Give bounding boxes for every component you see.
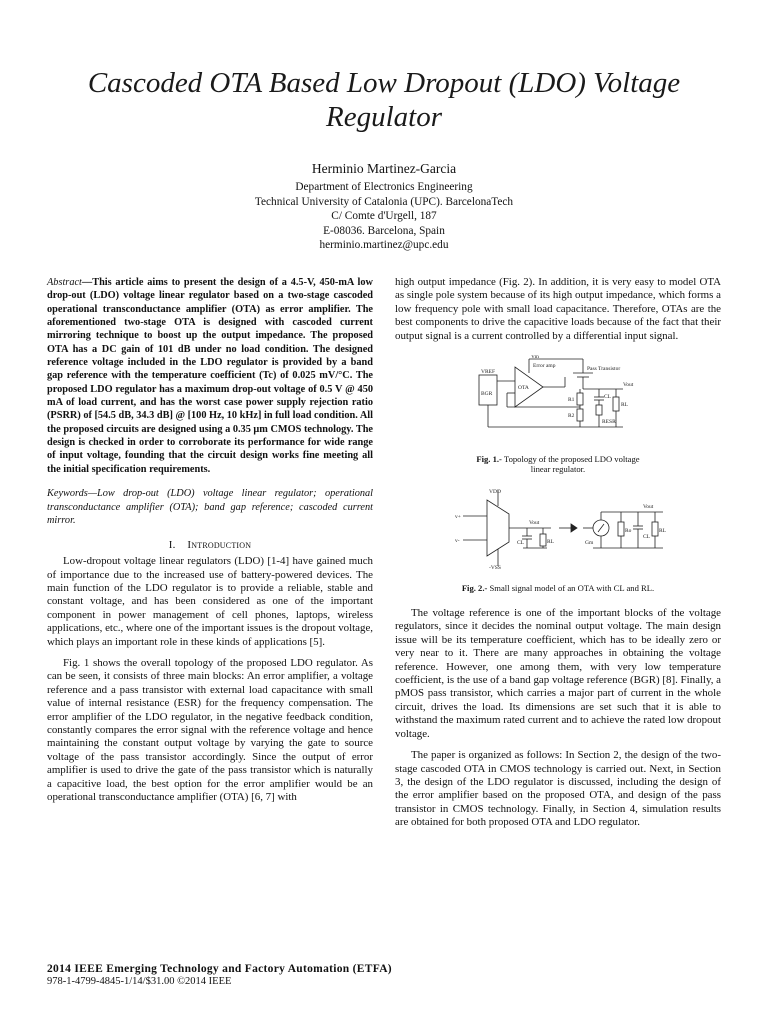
fig1-r1-label: R1: [568, 397, 575, 404]
fig1-bgr-label: BGR: [481, 391, 493, 398]
keywords-separator: —: [87, 488, 97, 500]
fig2-rl-label: RL: [547, 539, 555, 546]
fig2-resistor-rl2: [652, 522, 658, 536]
fig2-vin-minus-label: v-: [455, 538, 460, 545]
right-paragraph-continued: high output impedance (Fig. 2). In addition, it is very easy to model OTA as single pole system because of its high output impedance, which forms a low frequency pole with small load capacitance. Therefore, OTAs are the best components to drive the capacitive loads because of the fact that their output signal is a current controlled by a differential input signal.: [395, 276, 721, 342]
fig1-resr-label: RESR: [602, 419, 616, 426]
intro-paragraph-1: Low-dropout voltage linear regulators (LDO) [1-4] have gained much of importance due to the increased use of battery-powered devices. The main function of the LDO regulator is to provide a reliable, stable and constant voltage, and has been considered as one of the important component in power management of cell phones, laptops, wireless applications, etc., where one of the important issues is the dropout voltage, which plays an important role in these kinds of applications [5].: [47, 555, 373, 648]
abstract-label: Abstract: [47, 277, 82, 288]
resistor-rl: [613, 397, 619, 411]
figure-2-caption-text: Small signal model of an OTA with CL and RL.: [489, 583, 655, 594]
footer-conference: 2014 IEEE Emerging Technology and Factory Automation (ETFA): [47, 963, 392, 975]
fig2-vin-plus-label: v+: [455, 514, 461, 521]
fig1-vout-label: Vout: [623, 382, 634, 389]
section-heading-introduction: [47, 539, 373, 551]
fig2-ro-label: Ro: [625, 528, 632, 535]
figure-2-caption: [443, 583, 673, 593]
fig1-vin-label: Vin: [531, 355, 539, 361]
affiliation-university: Technical University of Catalonia (UPC). BarcelonaTech: [254, 195, 514, 208]
figure-1-caption-label: Fig. 1.-: [476, 454, 502, 465]
paper-title: Cascoded OTA Based Low Dropout (LDO) Voltage Regulator: [87, 67, 681, 133]
keywords-text: Low drop-out (LDO) voltage linear regulator; operational transconductance amplifier (OTA); band gap reference; cascoded current mirror.: [47, 488, 373, 526]
intro-paragraph-2: Fig. 1 shows the overall topology of the proposed LDO regulator. As can be seen, it consists of three main blocks: An error amplifier, a voltage reference and a pass transistor with external load capacitance with small value of internal resistance (ESR) for the frequency compensation. The error amplifier of the LDO regulator, in the negative feedback condition, constantly compares the error signal with the reference voltage and hence maintaining the constant output voltage by varying the gate to source voltage of the pass transistor accordingly. Since the output of error amplifier is used to drive the gate of the pass transistor which is naturally a capacitive load, the best option for the error amplifier would be an operational transconductance amplifier (OTA) [6, 7] with: [47, 657, 373, 804]
section-title: Introduction: [187, 539, 252, 552]
affiliation-department: Department of Electronics Engineering: [295, 181, 473, 193]
fig2-resistor-ro: [618, 522, 624, 536]
resistor-r1: [577, 393, 583, 405]
abstract-text: This article aims to present the design of a 4.5-V, 450-mA low drop-out (LDO) voltage linear regulator based on a two-stage cascoded operational transconductance amplifier (OTA) as error amplifier. The aforementioned two-stage OTA is designed with cascoded current mirroring technique to boost up the output impedance. The proposed OTA has a DC gain of 101 dB under no load condition. The designed reference voltage included in the LDO regulator is provided by a band gap reference with the temperature coefficient (Tc) of 0.025 mV/°C. The proposed LDO regulator has a maximum drop-out voltage of 0.5 V @ 450 mA of load current, and has the worst case power supply rejection ratio (PSRR) of [54.5 dB, 34.3 dB] @ [100 Hz, 10 kHz] in full load condition. All the proposed circuits are designed using a 0.35 μm CMOS technology. The design is checked in order to corroborate its performance for wide range of input voltage, founding that the circuit design works fine meeting all the initial specification requirements.: [47, 277, 373, 475]
fig2-gm-label: Gm: [585, 540, 594, 547]
fig2-rl-right-label: RL: [659, 528, 667, 535]
fig1-ota-label: OTA: [518, 385, 529, 392]
fig2-cl-label: CL: [517, 540, 525, 547]
fig2-vout-label: Vout: [529, 520, 540, 527]
section-number: I.: [168, 539, 176, 552]
figure-1-caption-text: Topology of the proposed LDO voltage linear regulator.: [503, 454, 640, 475]
fig2-cl-right-label: CL: [643, 534, 651, 541]
figure-2: [443, 486, 673, 593]
right-column: [395, 276, 721, 830]
figure-1-caption: [473, 454, 643, 474]
figure-2-schematic: [443, 486, 673, 570]
author-name: Herminio Martinez-Garcia: [311, 161, 457, 176]
affiliation-street: C/ Comte d'Urgell, 187: [331, 210, 437, 223]
fig2-vss-label: -VSS: [489, 565, 501, 571]
fig1-error-amp-label: Error amp: [533, 363, 556, 370]
affiliation-city: E-08036. Barcelona, Spain: [323, 224, 445, 237]
fig1-rl-label: RL: [621, 402, 629, 409]
page-footer: [47, 963, 727, 987]
fig1-vref-label: VREF: [481, 369, 496, 376]
fig2-vout-right-label: Vout: [643, 504, 654, 511]
fig1-cl-label: CL: [604, 394, 612, 401]
keywords: [47, 487, 373, 527]
resistor-resr: [596, 405, 602, 415]
abstract: [47, 276, 373, 476]
bgr-block: [479, 375, 497, 405]
author-affiliation: [0, 180, 768, 253]
fig2-vdd-label: VDD: [489, 489, 501, 496]
abstract-separator: —: [81, 277, 93, 288]
right-paragraph-organization: The paper is organized as follows: In Section 2, the design of the two-stage cascoded OTA in CMOS technology is carried out. Next, in Section 3, the design of the LDO regulator is discussed, including the design of the error amplifier based on the proposed OTA, and design of the pass transistor in CMOS technology. Finally, in Section 4, simulation results are obtained for both proposed OTA and LDO regulator.: [395, 749, 721, 829]
affiliation-email: herminio.martinez@upc.edu: [319, 239, 449, 252]
footer-isbn: 978-1-4799-4845-1/14/$31.00 ©2014 IEEE: [47, 976, 232, 987]
right-paragraph-voltage-reference: The voltage reference is one of the important blocks of the voltage regulators, since it decides the nominal output voltage. The main design issue will be its temperature coefficient, which has to be ideally zero or very near to it. There are many approaches in obtaining the voltage reference. However, one among them, with very low temperature coefficient, is the use of a band gap voltage reference (BGR) [8]. Finally, a pMOS pass transistor, which carries a major part of current in the whole circuit, drives the load. Its dimensions are set such that it is able to withstand the maximum rated current and to achieve the rated low dropout voltage.: [395, 607, 721, 740]
fig1-r2-label: R2: [568, 413, 575, 420]
fig1-pass-transistor-label: Pass Transistor: [587, 366, 621, 373]
figure-1-schematic: [473, 355, 643, 441]
figure-1: [473, 355, 643, 474]
fig2-resistor-rl: [540, 534, 546, 546]
figure-2-caption-label: Fig. 2.-: [461, 583, 488, 594]
left-column: [47, 276, 373, 805]
fig2-ota-symbol: [487, 500, 509, 556]
keywords-label: Keywords: [47, 488, 88, 500]
resistor-r2: [577, 409, 583, 421]
